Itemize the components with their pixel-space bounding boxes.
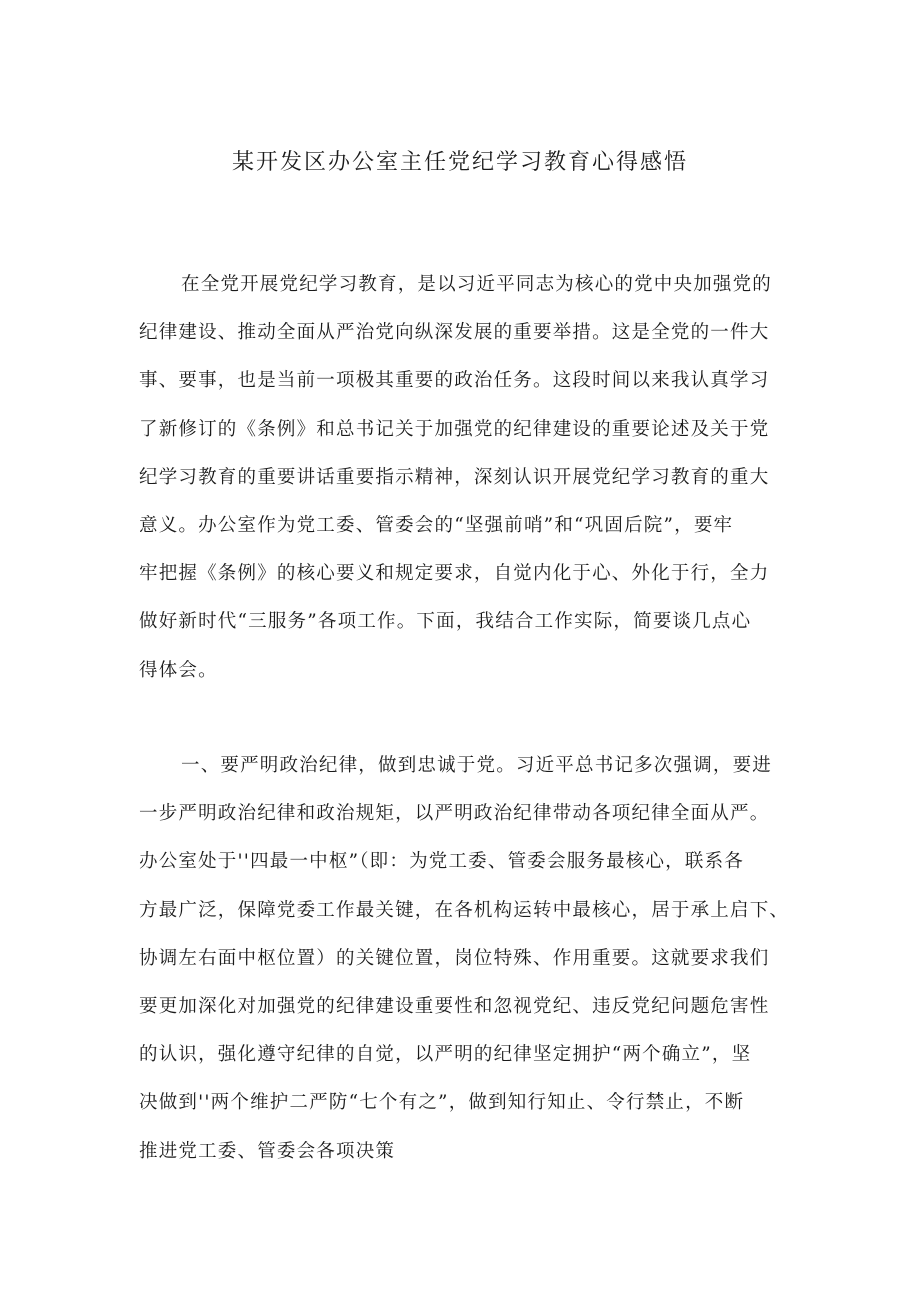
paragraph-intro (139, 270, 789, 704)
text-line: 方最广泛，保障党委工作最关键，在各机构运转中最核心，居于承上启下、 (139, 899, 790, 921)
text-line: 一步严明政治纪律和政治规矩，以严明政治纪律带动各项纪律全面从严。 (139, 803, 770, 825)
text-line: 一、要严明政治纪律，做到忠诚于党。习近平总书记多次强调，要进 (181, 755, 773, 776)
text-line: 事、要事，也是当前一项极其重要的政治任务。这段时间以来我认真学习 (139, 370, 770, 392)
text-line: 办公室处于''四最一中枢”（即：为党工委、管委会服务最核心，联系各 (139, 851, 744, 873)
text-line: 决做到''两个维护二严防“七个有之”，做到知行知止、令行禁止，不断 (139, 1092, 745, 1114)
text-line: 协调左右面中枢位置）的关键位置，岗位特殊、作用重要。这就要求我们 (139, 947, 770, 969)
text-line: 做好新时代“三服务”各项工作。下面，我结合工作实际，简要谈几点心 (139, 611, 752, 633)
document-title: 某开发区办公室主任党纪学习教育心得感悟 (231, 150, 688, 175)
text-line: 的认识，强化遵守纪律的自觉，以严明的纪律坚定拥护“两个确立”，坚 (139, 1044, 752, 1066)
text-line: 推进党工委、管委会各项决策 (139, 1140, 396, 1162)
text-line: 了新修订的《条例》和总书记关于加强党的纪律建设的重要论述及关于党 (139, 418, 770, 440)
text-line: 得体会。 (139, 659, 218, 681)
text-line: 牢把握《条例》的核心要义和规定要求，自觉内化于心、外化于行，全力 (139, 563, 770, 585)
paragraph-section-one (139, 751, 789, 1185)
text-line: 纪学习教育的重要讲话重要指示精神，深刻认识开展党纪学习教育的重大 (139, 466, 770, 488)
text-line: 纪律建设、推动全面从严治党向纵深发展的重要举措。这是全党的一件大 (139, 322, 770, 344)
text-line: 在全党开展党纪学习教育，是以习近平同志为核心的党中央加强党的 (181, 274, 773, 295)
text-line: 意义。办公室作为党工委、管委会的“坚强前哨”和“巩固后院”，要牢 (139, 514, 734, 536)
text-line: 要更加深化对加强党的纪律建设重要性和忽视党纪、违反党纪问题危害性 (139, 995, 770, 1017)
